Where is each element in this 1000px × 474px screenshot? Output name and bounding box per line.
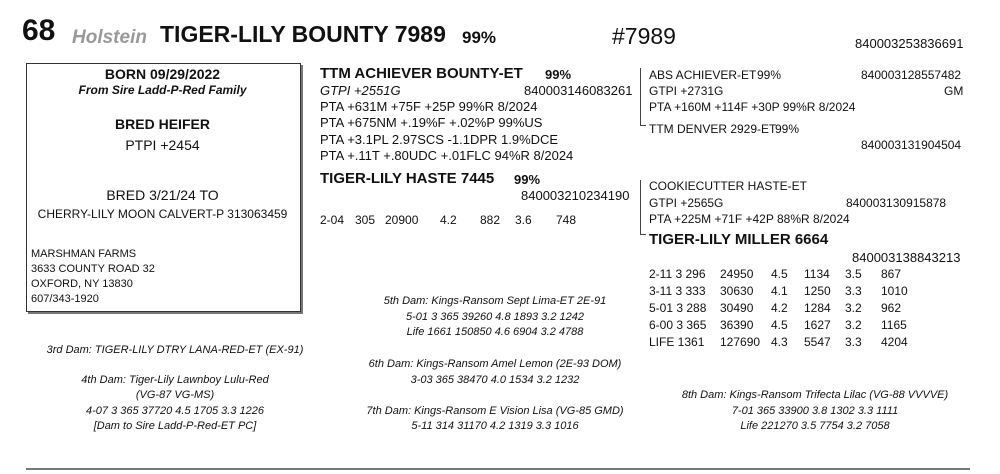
fourth-dam-record: 4-07 3 365 37720 4.5 1705 3.3 1226: [86, 405, 264, 417]
sixth-dam-name: 6th Dam: Kings-Ransom Amel Lemon (2E-93 DOM): [368, 358, 622, 370]
seventh-dam-record: 5-11 314 31170 4.2 1319 3.3 1016: [411, 420, 579, 432]
sires-sire-name: ABS ACHIEVER-ET: [649, 68, 757, 82]
sire-family: From Sire Ladd-P-Red Family: [78, 83, 247, 97]
dam-record: 2-04 305 20900 4.2 882 3.6 748: [320, 213, 577, 227]
sire-pta-line: PTA +.11T +.80UDC +.01FLC 94%R 8/2024: [320, 148, 574, 163]
breed-label: Holstein: [72, 27, 147, 48]
sixth-dam-record: 3-03 365 38470 4.0 1534 3.2 1232: [410, 374, 580, 386]
sires-sire-gtpi: GTPI +2731G: [649, 84, 724, 98]
fifth-dam-record: 5-01 3 365 39260 4.8 1893 3.2 1242: [406, 311, 584, 323]
status: BRED HEIFER: [115, 116, 210, 132]
bracket-line: [640, 68, 641, 126]
animal-percent: 99%: [462, 28, 497, 47]
sire-percent: 99%: [545, 67, 572, 82]
fourth-dam-note: [Dam to Sire Ladd-P-Red-ET PC]: [93, 420, 257, 432]
dams-sire-name: COOKIECUTTER HASTE-ET: [649, 179, 808, 193]
third-dam: 3rd Dam: TIGER-LILY DTRY LANA-RED-ET (EX-91): [46, 344, 304, 356]
registration-id: 840003253836691: [855, 36, 964, 51]
consignor-address: 3633 COUNTY ROAD 32: [31, 263, 155, 275]
dam-name: TIGER-LILY HASTE 7445: [320, 170, 495, 187]
ptpi: PTPI +2454: [125, 137, 200, 153]
fourth-dam-classification: (VG-87 VG-MS): [135, 389, 215, 401]
sire-name: TTM ACHIEVER BOUNTY-ET: [320, 65, 523, 82]
sires-sire-gm: GM: [944, 84, 964, 98]
born-date: BORN 09/29/2022: [104, 66, 221, 82]
consignor-name: MARSHMAN FARMS: [31, 248, 137, 260]
service-sire: CHERRY-LILY MOON CALVERT-P 313063459: [37, 207, 288, 221]
bracket-line: [640, 234, 646, 235]
grand-dam-id: 840003138843213: [852, 250, 961, 265]
sire-pta-line: PTA +675NM +.19%F +.02%P 99%US: [320, 115, 543, 130]
fifth-dam-name: 5th Dam: Kings-Ransom Sept Lima-ET 2E-91: [383, 295, 607, 307]
grand-dam-record: 5-01 3 288 30490 4.2 1284 3.2 962: [649, 301, 902, 315]
dams-sire-gtpi: GTPI +2565G: [649, 196, 724, 210]
sires-dam-id: 840003131904504: [861, 138, 962, 152]
bottom-divider: [26, 468, 970, 470]
sires-sire-pta: PTA +160M +114F +30P 99%R 8/2024: [649, 100, 856, 114]
dam-percent: 99%: [514, 172, 541, 187]
lot-number: 68: [22, 14, 56, 47]
eighth-dam-name: 8th Dam: Kings-Ransom Trifecta Lilac (VG-88 VVVVE): [681, 389, 949, 401]
dam-id: 840003210234190: [521, 188, 630, 203]
dams-sire-pta: PTA +225M +71F +42P 88%R 8/2024: [649, 212, 850, 226]
grand-dam-record: LIFE 1361 127690 4.3 5547 3.3 4204: [649, 335, 908, 349]
grand-dam-name: TIGER-LILY MILLER 6664: [649, 231, 829, 248]
fifth-dam-life: Life 1661 150850 4.6 6904 3.2 4788: [406, 326, 584, 338]
sires-sire-percent: 99%: [757, 68, 782, 82]
dams-sire-id: 840003130915878: [846, 196, 947, 210]
sire-gtpi: GTPI +2551G: [320, 83, 401, 98]
consignor-phone: 607/343-1920: [31, 293, 99, 305]
eighth-dam-record: 7-01 365 33900 3.8 1302 3.3 1111: [731, 405, 899, 417]
grand-dam-record: 3-11 3 333 30630 4.1 1250 3.3 1010: [649, 284, 908, 298]
bred-date: BRED 3/21/24 TO: [106, 187, 219, 203]
bracket-line: [640, 180, 641, 235]
sires-dam-name: TTM DENVER 2929-ET: [649, 122, 777, 136]
sire-pta-line: PTA +631M +75F +25P 99%R 8/2024: [320, 99, 538, 114]
animal-name: TIGER-LILY BOUNTY 7989: [160, 21, 446, 47]
tag-number: #7989: [612, 23, 676, 49]
seventh-dam-name: 7th Dam: Kings-Ransom E Vision Lisa (VG-85 GMD): [366, 405, 624, 417]
grand-dam-record: 6-00 3 365 36390 4.5 1627 3.2 1165: [649, 318, 907, 332]
fourth-dam-name: 4th Dam: Tiger-Lily Lawnboy Lulu-Red: [81, 374, 269, 386]
eighth-dam-life: Life 221270 3.5 7754 3.2 7058: [740, 420, 890, 432]
sire-id: 840003146083261: [524, 83, 633, 98]
sire-pta-line: PTA +3.1PL 2.97SCS -1.1DPR 1.9%DCE: [320, 132, 559, 147]
consignor-city: OXFORD, NY 13830: [31, 278, 133, 290]
sires-dam-percent: 99%: [775, 122, 800, 136]
grand-dam-record: 2-11 3 296 24950 4.5 1134 3.5 867: [649, 267, 902, 281]
sires-sire-id: 840003128557482: [861, 68, 962, 82]
bracket-line: [640, 125, 646, 126]
